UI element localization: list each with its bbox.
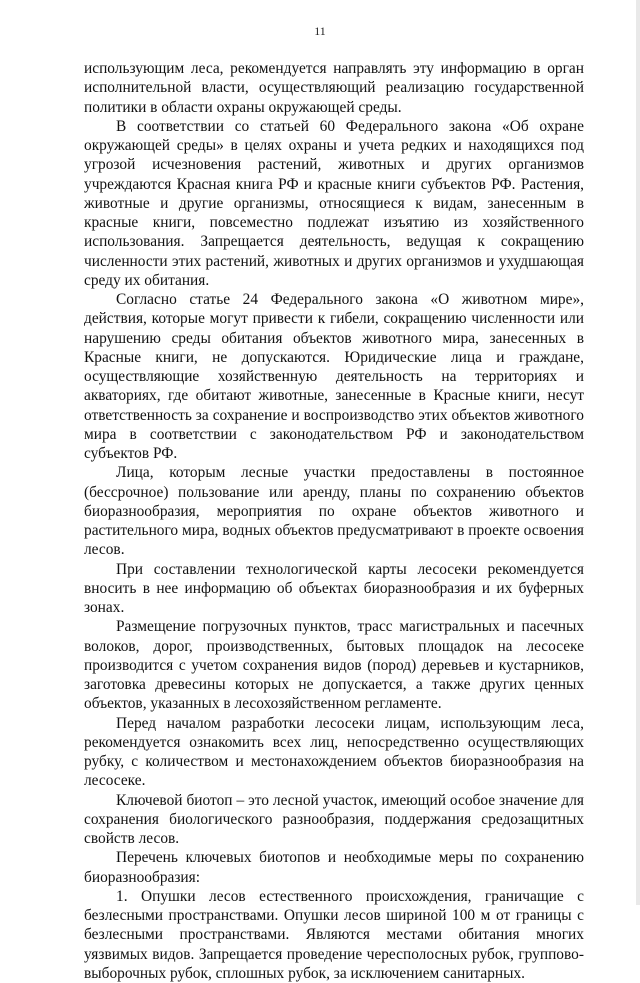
paragraph-technological-map: При составлении технологической карты лесосеки рекомендуется вносить в нее информацию об объектах биоразнообразия и их буферных зонах.: [84, 560, 584, 616]
paragraph-continuation: использующим леса, рекомендуется направлять эту информацию в орган исполнительной власти, осуществляющий реализацию государственной политики в области охраны окружающей среды.: [84, 60, 584, 116]
page-number: 11: [314, 24, 326, 38]
document-body: [84, 59, 584, 983]
paragraph-placement: Размещение погрузочных пунктов, трасс магистральных и пасечных волоков, дорог, производственных, бытовых площадок на лесосеке производится с учетом сохранения видов (пород) деревьев и кустарников, заготовка древесины которых не допускается, а также других ценных объектов, указанных в лесохозяйственном регламенте.: [84, 618, 584, 713]
paragraph-briefing: Перед началом разработки лесосеки лицам, использующим леса, рекомендуется ознакомить всех лиц, непосредственно осуществляющих рубку, с количеством и местонахождением объектов биоразнообразия на лесосеке.: [84, 714, 584, 790]
paragraph-biotope-list-intro: Перечень ключевых биотопов и необходимые меры по сохранению биоразнообразия:: [84, 849, 584, 886]
paragraph-biotope-item-1: 1. Опушки лесов естественного происхождения, граничащие с безлесными пространствами. Опушки лесов шириной 100 м от границы с безлесными пространствами. Являются местами обитания многих уязвимых видов. Запрещается проведение чересполосных рубок, группово-выборочных рубок, сплошных рубок, за исключением санитарных.: [84, 887, 584, 982]
scan-edge: [636, 0, 640, 905]
paragraph-wildlife-law: Согласно статье 24 Федерального закона «О животном мире», действия, которые могут привести к гибели, сокращению численности или нарушению среды обитания объектов животного мира, занесенных в Красные книги, не допускаются. Юридические лица и граждане, осуществляющие хозяйственную деятельность на территориях и акваториях, где обитают животные, занесенные в Красные книги, несут ответственность за сохранение и воспроизводство этих объектов животного мира в соответствии с законодательством РФ и законодательством субъектов РФ.: [84, 291, 584, 462]
paragraph-key-biotope-definition: Ключевой биотоп – это лесной участок, имеющий особое значение для сохранения биологического разнообразия, поддержания средозащитных свойств лесов.: [84, 791, 584, 847]
paragraph-forest-users: Лица, которым лесные участки предоставлены в постоянное (бессрочное) пользование или аренду, планы по сохранению объектов биоразнообразия, мероприятия по охране объектов животного и растительного мира, водных объектов предусматривают в проекте освоения лесов.: [84, 464, 584, 559]
paragraph-environment-law: В соответствии со статьей 60 Федерального закона «Об охране окружающей среды» в целях охраны и учета редких и находящихся под угрозой исчезновения растений, животных и других организмов учреждаются Красная книга РФ и красные книги субъектов РФ. Растения, животные и другие организмы, относящиеся к видам, занесенным в красные книги, повсеместно подлежат изъятию из хозяйственного использования. Запрещается деятельность, ведущая к сокращению численности этих растений, животных и других организмов и ухудшающая среду их обитания.: [84, 117, 584, 289]
